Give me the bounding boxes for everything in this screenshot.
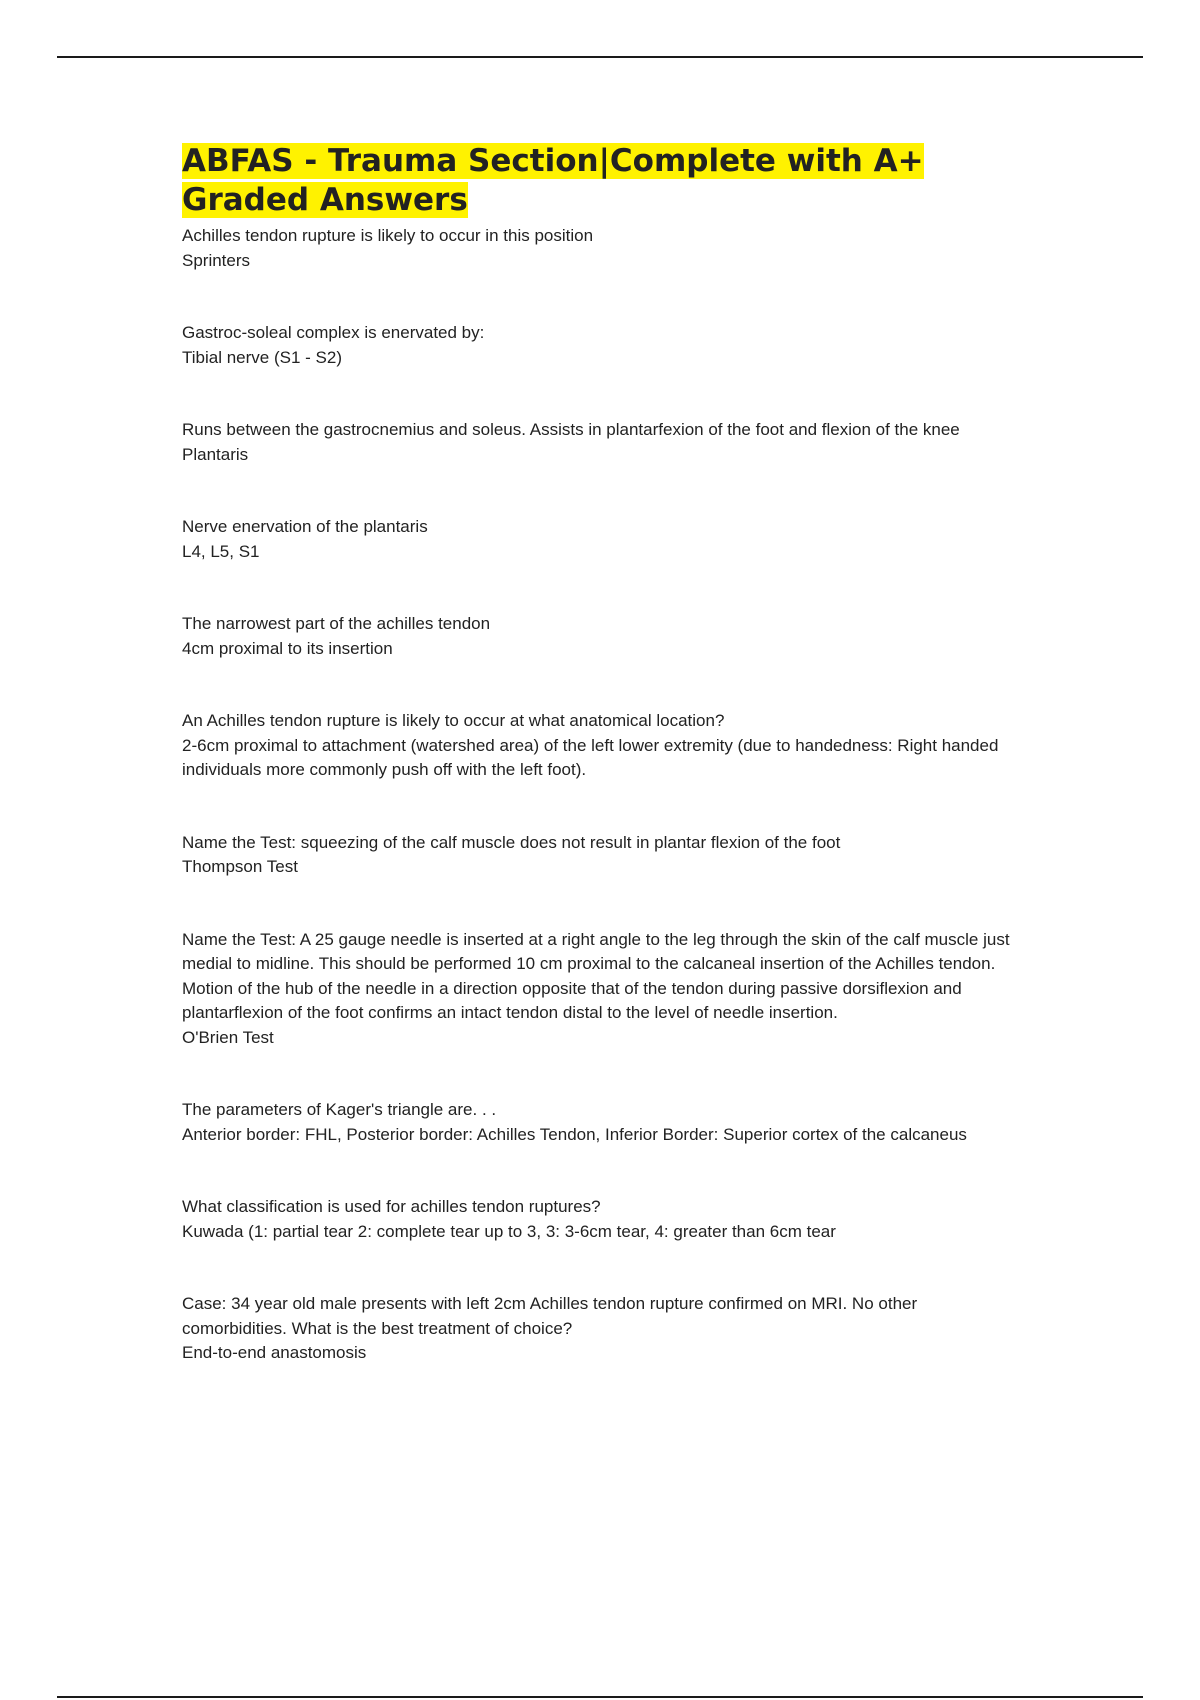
question-text: Name the Test: squeezing of the calf muscle does not result in plantar flexion of the foot: [182, 832, 841, 852]
question-text: Achilles tendon rupture is likely to occur in this position: [182, 226, 594, 245]
answer-text: Kuwada (1: partial tear 2: complete tear up to 3, 3: 3-6cm tear, 4: greater than 6cm tear: [182, 1221, 836, 1241]
question-text: Case: 34 year old male presents with left 2cm Achilles tendon rupture confirmed on MRI. No other comorbidities. What is the best treatment of choice?: [182, 1294, 918, 1338]
answer-text: Thompson Test: [182, 857, 298, 876]
question-text: An Achilles tendon rupture is likely to occur at what anatomical location?: [182, 711, 725, 730]
question-text: Name the Test: A 25 gauge needle is inserted at a right angle to the leg through the skin of the calf muscle just medial to midline. This should be performed 10 cm proximal to the calcaneal insertion of the Achilles tendon. Motion of the hub of the needle in a direction opposite that of the tendon during passive dorsiflexion and plantarflexion of the foot confirms an intact tendon distal to the level of needle insertion.: [182, 929, 1010, 1022]
document-title: [182, 142, 1022, 220]
document-body: [182, 142, 1022, 1366]
top-rule: [57, 56, 1143, 58]
qa-item: [182, 418, 1022, 467]
qa-item: [182, 709, 1022, 783]
question-text: Runs between the gastrocnemius and soleus. Assists in plantarfexion of the foot and flexion of the knee: [182, 420, 960, 439]
qa-item: [182, 321, 1022, 370]
answer-text: Sprinters: [182, 250, 251, 270]
qa-item: [182, 1292, 1022, 1366]
qa-item: [182, 1098, 1022, 1147]
answer-text: Plantaris: [182, 444, 249, 464]
bottom-rule: [57, 1696, 1143, 1698]
answer-text: Anterior border: FHL, Posterior border: Achilles Tendon, Inferior Border: Superior cortex of the calcaneus: [182, 1124, 967, 1144]
qa-item: [182, 515, 1022, 564]
question-text: Nerve enervation of the plantaris: [182, 517, 428, 536]
qa-item: [182, 831, 1022, 880]
question-text: Gastroc-soleal complex is enervated by:: [182, 323, 485, 342]
answer-text: End-to-end anastomosis: [182, 1343, 367, 1362]
answer-text: Tibial nerve (S1 - S2): [182, 347, 342, 367]
qa-item: [182, 224, 1022, 273]
question-text: The parameters of Kager's triangle are. . .: [182, 1100, 497, 1119]
answer-text: 4cm proximal to its insertion: [182, 638, 393, 658]
qa-list: [182, 224, 1022, 1366]
qa-item: [182, 928, 1022, 1051]
answer-text: 2-6cm proximal to attachment (watershed area) of the left lower extremity (due to handedness: Right handed individuals more commonly push off with the left foot).: [182, 735, 999, 779]
answer-text: L4, L5, S1: [182, 541, 260, 561]
qa-item: [182, 612, 1022, 661]
answer-text: O'Brien Test: [182, 1027, 274, 1047]
title-highlight: ABFAS - Trauma Section|Complete with A+ Graded Answers: [182, 143, 924, 218]
qa-item: [182, 1195, 1022, 1244]
question-text: What classification is used for achilles tendon ruptures?: [182, 1197, 601, 1216]
question-text: The narrowest part of the achilles tendon: [182, 614, 491, 633]
